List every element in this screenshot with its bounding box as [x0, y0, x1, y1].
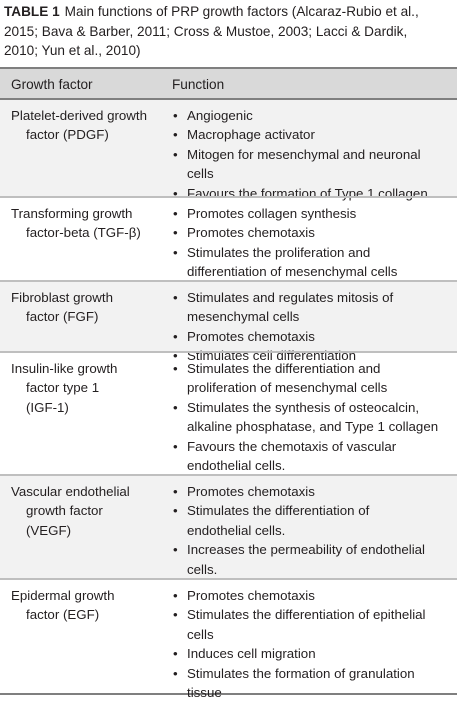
- table-row: [0, 100, 457, 201]
- caption-line-2: 2015; Bava & Barber, 2011; Cross & Mustoe, 2003; Lacci & Dardik,: [4, 23, 408, 39]
- function-list: [172, 586, 454, 702]
- growth-factor-cell: [11, 204, 161, 243]
- function-item: [172, 437, 454, 476]
- function-item: [172, 125, 454, 144]
- growth-factor-cell: [11, 288, 161, 327]
- function-text-line: • Macrophage activator: [187, 127, 315, 143]
- function-item: [172, 586, 454, 605]
- function-text-line: • Stimulates the differentiation of: [187, 503, 370, 519]
- function-item: [172, 106, 454, 125]
- growth-factor-name-line: Fibroblast growth: [11, 290, 113, 305]
- growth-factor-cell: [11, 482, 161, 540]
- function-text-line: • Promotes chemotaxis: [187, 225, 315, 241]
- table-body: [0, 100, 457, 701]
- function-text-line: proliferation of mesenchymal cells: [187, 380, 388, 396]
- growth-factor-name-line: growth factor: [26, 503, 103, 519]
- growth-factor-name-line: Insulin-like growth: [11, 361, 118, 376]
- function-text-line: • Induces cell migration: [187, 646, 316, 662]
- function-text-line: endothelial cells.: [187, 458, 286, 474]
- function-item: [172, 664, 454, 703]
- function-text-line: endothelial cells.: [187, 522, 286, 538]
- function-text-line: • Stimulates the differentiation of epithelial: [187, 607, 426, 623]
- table-label: TABLE 1: [4, 4, 60, 19]
- caption-line-1: Main functions of PRP growth factors (Alcaraz-Rubio et al.,: [64, 4, 419, 19]
- growth-factor-name-line: Epidermal growth: [11, 588, 115, 603]
- function-text-line: • Promotes collagen synthesis: [187, 206, 357, 221]
- function-text-line: alkaline phosphatase, and Type 1 collagen: [187, 419, 439, 435]
- table-row: [0, 280, 457, 364]
- function-item: [172, 540, 454, 579]
- growth-factor-name-line: factor (FGF): [26, 309, 99, 325]
- growth-factor-name-line: Platelet-derived growth: [11, 108, 147, 123]
- function-item: [172, 243, 454, 282]
- function-item: [172, 288, 454, 327]
- function-text-line: differentiation of mesenchymal cells: [187, 264, 398, 280]
- function-text-line: • Stimulates the differentiation and: [187, 361, 381, 376]
- function-item: [172, 482, 454, 501]
- growth-factor-name-line: (IGF-1): [26, 399, 69, 415]
- function-text-line: • Promotes chemotaxis: [187, 484, 315, 499]
- function-item: [172, 223, 454, 242]
- growth-factor-name-line: factor type 1: [26, 380, 100, 396]
- function-text-line: • Stimulates the proliferation and: [187, 244, 371, 260]
- function-text-line: • Favours the chemotaxis of vascular: [187, 438, 397, 454]
- growth-factor-name-line: Transforming growth: [11, 206, 133, 221]
- function-text-line: • Stimulates and regulates mitosis of: [187, 290, 394, 305]
- function-text-line: • Promotes chemotaxis: [187, 588, 315, 603]
- function-text-line: • Stimulates cell differentiation: [187, 348, 357, 364]
- growth-factor-name-line: factor (PDGF): [26, 127, 109, 143]
- table-header: [0, 67, 457, 100]
- function-item: [172, 359, 454, 398]
- function-item: [172, 204, 454, 223]
- function-item: [172, 605, 454, 644]
- function-text-line: • Angiogenic: [187, 108, 253, 123]
- function-text-line: • Promotes chemotaxis: [187, 328, 315, 344]
- growth-factor-cell: [11, 586, 161, 625]
- growth-factor-cell: [11, 106, 161, 145]
- growth-factor-cell: [11, 359, 161, 417]
- caption-line-3: 2010; Yun et al., 2010): [4, 43, 141, 58]
- function-item: [172, 327, 454, 346]
- function-list: [172, 482, 454, 579]
- growth-factor-name-line: (VEGF): [26, 522, 72, 538]
- function-text-line: cells: [187, 166, 214, 182]
- table-row: [0, 196, 457, 280]
- function-text-line: • Favours the formation of Type 1 collagen: [187, 185, 428, 201]
- function-text-line: • Stimulates the synthesis of osteocalcin,: [187, 399, 420, 415]
- function-text-line: • Increases the permeability of endothelial: [187, 542, 426, 558]
- table-row: [0, 474, 457, 578]
- function-item: [172, 501, 454, 540]
- growth-factor-table: [0, 67, 457, 701]
- header-growth-factor: Growth factor: [11, 77, 93, 92]
- growth-factor-name-line: Vascular endothelial: [11, 484, 130, 499]
- function-list: [172, 106, 454, 203]
- table-row: [0, 351, 457, 474]
- function-item: [172, 398, 454, 437]
- function-text-line: cells.: [187, 561, 218, 577]
- function-item: [172, 145, 454, 184]
- function-text-line: tissue: [187, 685, 222, 701]
- function-text-line: mesenchymal cells: [187, 309, 300, 325]
- function-list: [172, 359, 454, 475]
- function-list: [172, 204, 454, 282]
- table-row: [0, 578, 457, 701]
- header-function: Function: [172, 77, 225, 92]
- table-caption: [4, 2, 453, 61]
- function-item: [172, 644, 454, 663]
- function-text-line: • Mitogen for mesenchymal and neuronal: [187, 146, 421, 162]
- function-text-line: cells: [187, 626, 214, 642]
- growth-factor-name-line: factor-beta (TGF-β): [26, 225, 141, 241]
- growth-factor-name-line: factor (EGF): [26, 607, 100, 623]
- function-text-line: • Stimulates the formation of granulation: [187, 665, 415, 681]
